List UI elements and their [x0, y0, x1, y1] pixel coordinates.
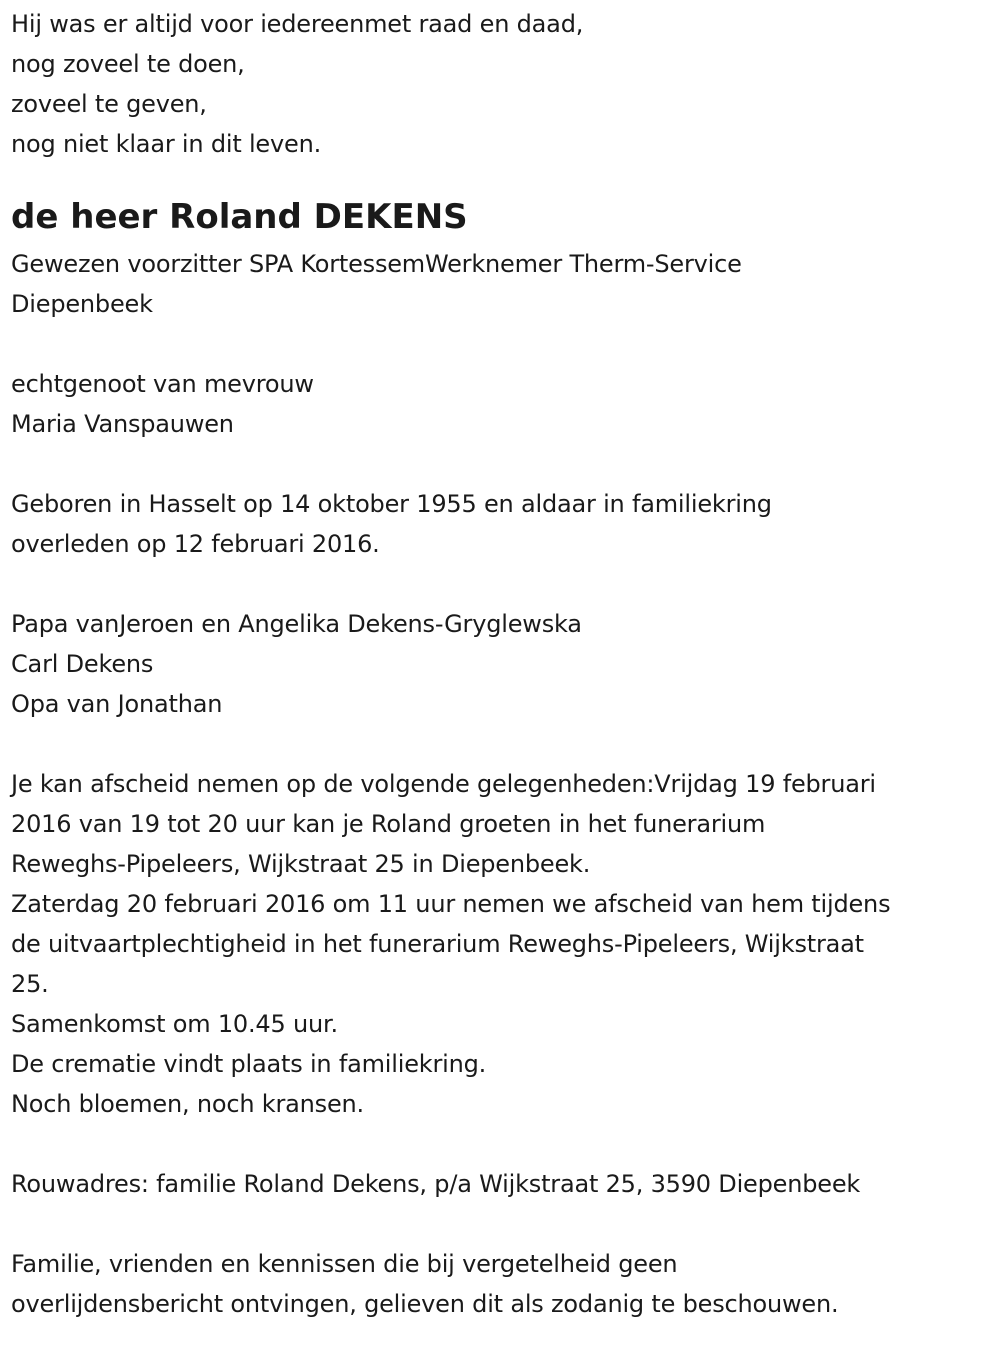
- spouse-line: Maria Vanspauwen: [11, 410, 234, 438]
- birth-death-block: [11, 484, 1000, 564]
- family-line: Opa van Jonathan: [11, 690, 223, 718]
- poem-line: nog zoveel te doen,: [11, 50, 245, 78]
- farewell-line: Zaterdag 20 februari 2016 om 11 uur nemen we afscheid van hem tijdens: [11, 890, 891, 918]
- notice-line: overlijdensbericht ontvingen, gelieven dit als zodanig te beschouwen.: [11, 1290, 839, 1318]
- notice-block: [11, 1244, 1000, 1324]
- function-line: Gewezen voorzitter SPA KortessemWerknemer Therm-Service: [11, 250, 742, 278]
- birth-death-line: overleden op 12 februari 2016.: [11, 530, 380, 558]
- spacer: [11, 564, 1000, 604]
- family-line: Carl Dekens: [11, 650, 154, 678]
- address-block: [11, 1164, 1000, 1204]
- poem: [11, 4, 1000, 164]
- spacer: [11, 1124, 1000, 1164]
- notice-line: Familie, vrienden en kennissen die bij vergetelheid geen: [11, 1250, 678, 1278]
- poem-line: Hij was er altijd voor iedereenmet raad en daad,: [11, 10, 584, 38]
- function-line: Diepenbeek: [11, 290, 153, 318]
- deceased-name: de heer Roland DEKENS: [11, 197, 468, 237]
- family-block: [11, 604, 1000, 724]
- farewell-line: 25.: [11, 970, 49, 998]
- poem-line: zoveel te geven,: [11, 90, 207, 118]
- birth-death-line: Geboren in Hasselt op 14 oktober 1955 en aldaar in familiekring: [11, 490, 772, 518]
- farewell-line: Samenkomst om 10.45 uur.: [11, 1010, 338, 1038]
- spouse-block: [11, 364, 1000, 444]
- poem-line: nog niet klaar in dit leven.: [11, 130, 322, 158]
- farewell-block: [11, 764, 1000, 1124]
- farewell-line: De crematie vindt plaats in familiekring.: [11, 1050, 487, 1078]
- spacer: [11, 1204, 1000, 1244]
- spacer: [11, 444, 1000, 484]
- farewell-line: 2016 van 19 tot 20 uur kan je Roland groeten in het funerarium: [11, 810, 766, 838]
- farewell-line: Reweghs-Pipeleers, Wijkstraat 25 in Diepenbeek.: [11, 850, 591, 878]
- farewell-line: Je kan afscheid nemen op de volgende gelegenheden:Vrijdag 19 februari: [11, 770, 876, 798]
- spouse-line: echtgenoot van mevrouw: [11, 370, 314, 398]
- farewell-line: de uitvaartplechtigheid in het funerarium Reweghs-Pipeleers, Wijkstraat: [11, 930, 864, 958]
- farewell-line: Noch bloemen, noch kransen.: [11, 1090, 364, 1118]
- address-line: Rouwadres: familie Roland Dekens, p/a Wijkstraat 25, 3590 Diepenbeek: [11, 1170, 861, 1198]
- function-block: [11, 244, 1000, 324]
- family-line: Papa vanJeroen en Angelika Dekens-Gryglewska: [11, 610, 582, 638]
- spacer: [11, 324, 1000, 364]
- spacer: [11, 724, 1000, 764]
